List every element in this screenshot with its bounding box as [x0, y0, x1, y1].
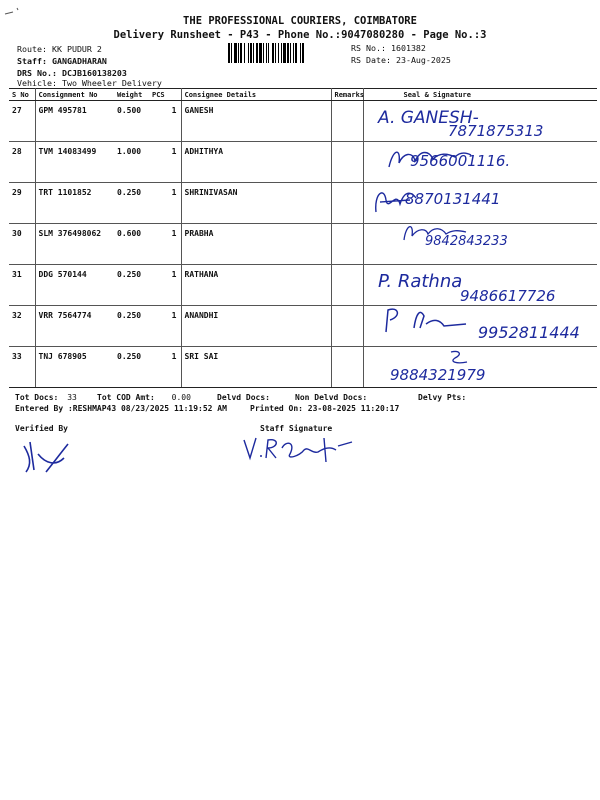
tot-docs-value: 33 [67, 393, 77, 402]
col-header-remarks: Remarks [331, 89, 363, 101]
delvd-docs [217, 393, 270, 402]
cell-consignee: RATHANA [181, 265, 331, 306]
barcode-image [228, 43, 348, 63]
cell-sno: 29 [9, 183, 35, 224]
cell-remarks [331, 142, 363, 183]
handwritten-signature [380, 304, 470, 334]
rs-number: RS No.: 1601382 [351, 43, 426, 53]
delvd-docs-label: Delvd Docs: [217, 393, 270, 402]
handwritten-name: P. Rathna [378, 271, 463, 292]
drs-line [17, 68, 127, 78]
cell-weight: 0.250 [114, 306, 149, 347]
verified-by-label: Verified By [15, 424, 68, 433]
cell-weight: 0.250 [114, 265, 149, 306]
cell-consignment: TVM 14083499 [35, 142, 114, 183]
cell-weight: 0.250 [114, 183, 149, 224]
cell-sno: 28 [9, 142, 35, 183]
company-title: THE PROFESSIONAL COURIERS, COIMBATORE [183, 15, 417, 27]
staff-signature-image [240, 432, 360, 466]
cell-consignment: SLM 376498062 [35, 224, 114, 265]
cell-weight: 0.250 [114, 347, 149, 388]
handwritten-signature [445, 348, 471, 366]
handwritten-phone: 9952811444 [478, 323, 580, 342]
cell-consignee: ANANDHI [181, 306, 331, 347]
cell-remarks [331, 347, 363, 388]
handwritten-phone: 7871875313 [448, 122, 544, 140]
handwritten-phone: 8870131441 [405, 190, 501, 208]
table-row [9, 347, 597, 388]
entered-by: Entered By :RESHMAP43 08/23/2025 11:19:52 AM [15, 404, 227, 413]
cell-pcs: 1 [149, 224, 181, 265]
verifier-signature [16, 436, 76, 476]
cell-pcs: 1 [149, 306, 181, 347]
table-row [9, 224, 597, 265]
route-text: Route: KK PUDUR 2 [17, 44, 102, 54]
cell-sno: 33 [9, 347, 35, 388]
cell-consignee: PRABHA [181, 224, 331, 265]
cell-consignee: GANESH [181, 101, 331, 142]
table-row [9, 183, 597, 224]
staff-signature-label: Staff Signature [260, 424, 333, 433]
cell-consignment: TRT 1101852 [35, 183, 114, 224]
cell-pcs: 1 [149, 183, 181, 224]
cell-weight: 1.000 [114, 142, 149, 183]
cell-weight: 0.500 [114, 101, 149, 142]
cod-label: Tot COD Amt: [97, 393, 155, 402]
cell-sno: 27 [9, 101, 35, 142]
handwritten-phone: 9486617726 [460, 287, 556, 305]
cell-consignment: TNJ 678905 [35, 347, 114, 388]
cell-sno: 30 [9, 224, 35, 265]
cell-consignee: SRI SAI [181, 347, 331, 388]
cell-pcs: 1 [149, 142, 181, 183]
handwritten-phone: 9566001116. [410, 152, 511, 170]
delvy-pts [418, 393, 466, 402]
cell-remarks [331, 224, 363, 265]
handwritten-name: A. GANESH- [378, 108, 479, 128]
col-header-consignee: Consignee Details [181, 89, 331, 101]
cod-line [97, 393, 191, 402]
col-header-signature: Seal & Signature [363, 89, 597, 101]
rs-date: RS Date: 23-Aug-2025 [351, 55, 451, 65]
vehicle-text: Vehicle: Two Wheeler Delivery [17, 78, 162, 88]
totals-line [15, 393, 77, 402]
staff-name: GANGADHARAN [51, 56, 107, 66]
staff-label: Staff: [17, 56, 47, 66]
col-header-weight: Weight [114, 89, 149, 101]
col-header-consignment: Consignment No [35, 89, 114, 101]
handwritten-phone: 9842843233 [425, 234, 508, 249]
non-delvd-label: Non Delvd Docs: [295, 393, 368, 402]
cell-consignment: GPM 495781 [35, 101, 114, 142]
cell-pcs: 1 [149, 101, 181, 142]
cell-pcs: 1 [149, 347, 181, 388]
handwritten-phone: 9884321979 [390, 366, 486, 384]
drs-number: DCJB160138203 [61, 68, 127, 78]
non-delvd-docs [295, 393, 367, 402]
staff-signature-text [246, 440, 253, 441]
cod-value: 0.00 [171, 393, 191, 402]
col-header-pcs: PCS [149, 89, 181, 101]
table-header-row [9, 89, 597, 101]
cell-consignment: DDG 570144 [35, 265, 114, 306]
cell-remarks [331, 183, 363, 224]
cell-pcs: 1 [149, 265, 181, 306]
staff-line [17, 56, 107, 66]
tot-docs-label: Tot Docs: [15, 393, 59, 402]
cell-weight: 0.600 [114, 224, 149, 265]
cell-sno: 31 [9, 265, 35, 306]
printed-on: Printed On: 23-08-2025 11:20:17 [250, 404, 400, 413]
drs-label: DRS No.: [17, 68, 57, 78]
col-header-sno: S No [9, 89, 35, 101]
delvy-pts-label: Delvy Pts: [418, 393, 467, 402]
cell-remarks [331, 101, 363, 142]
cell-consignment: VRR 7564774 [35, 306, 114, 347]
runsheet-title: Delivery Runsheet - P43 - Phone No.:9047080280 - Page No.:3 [113, 29, 487, 41]
cell-consignee: ADHITHYA [181, 142, 331, 183]
cell-remarks [331, 306, 363, 347]
cell-remarks [331, 265, 363, 306]
cell-consignee: SHRINIVASAN [181, 183, 331, 224]
cell-sno: 32 [9, 306, 35, 347]
